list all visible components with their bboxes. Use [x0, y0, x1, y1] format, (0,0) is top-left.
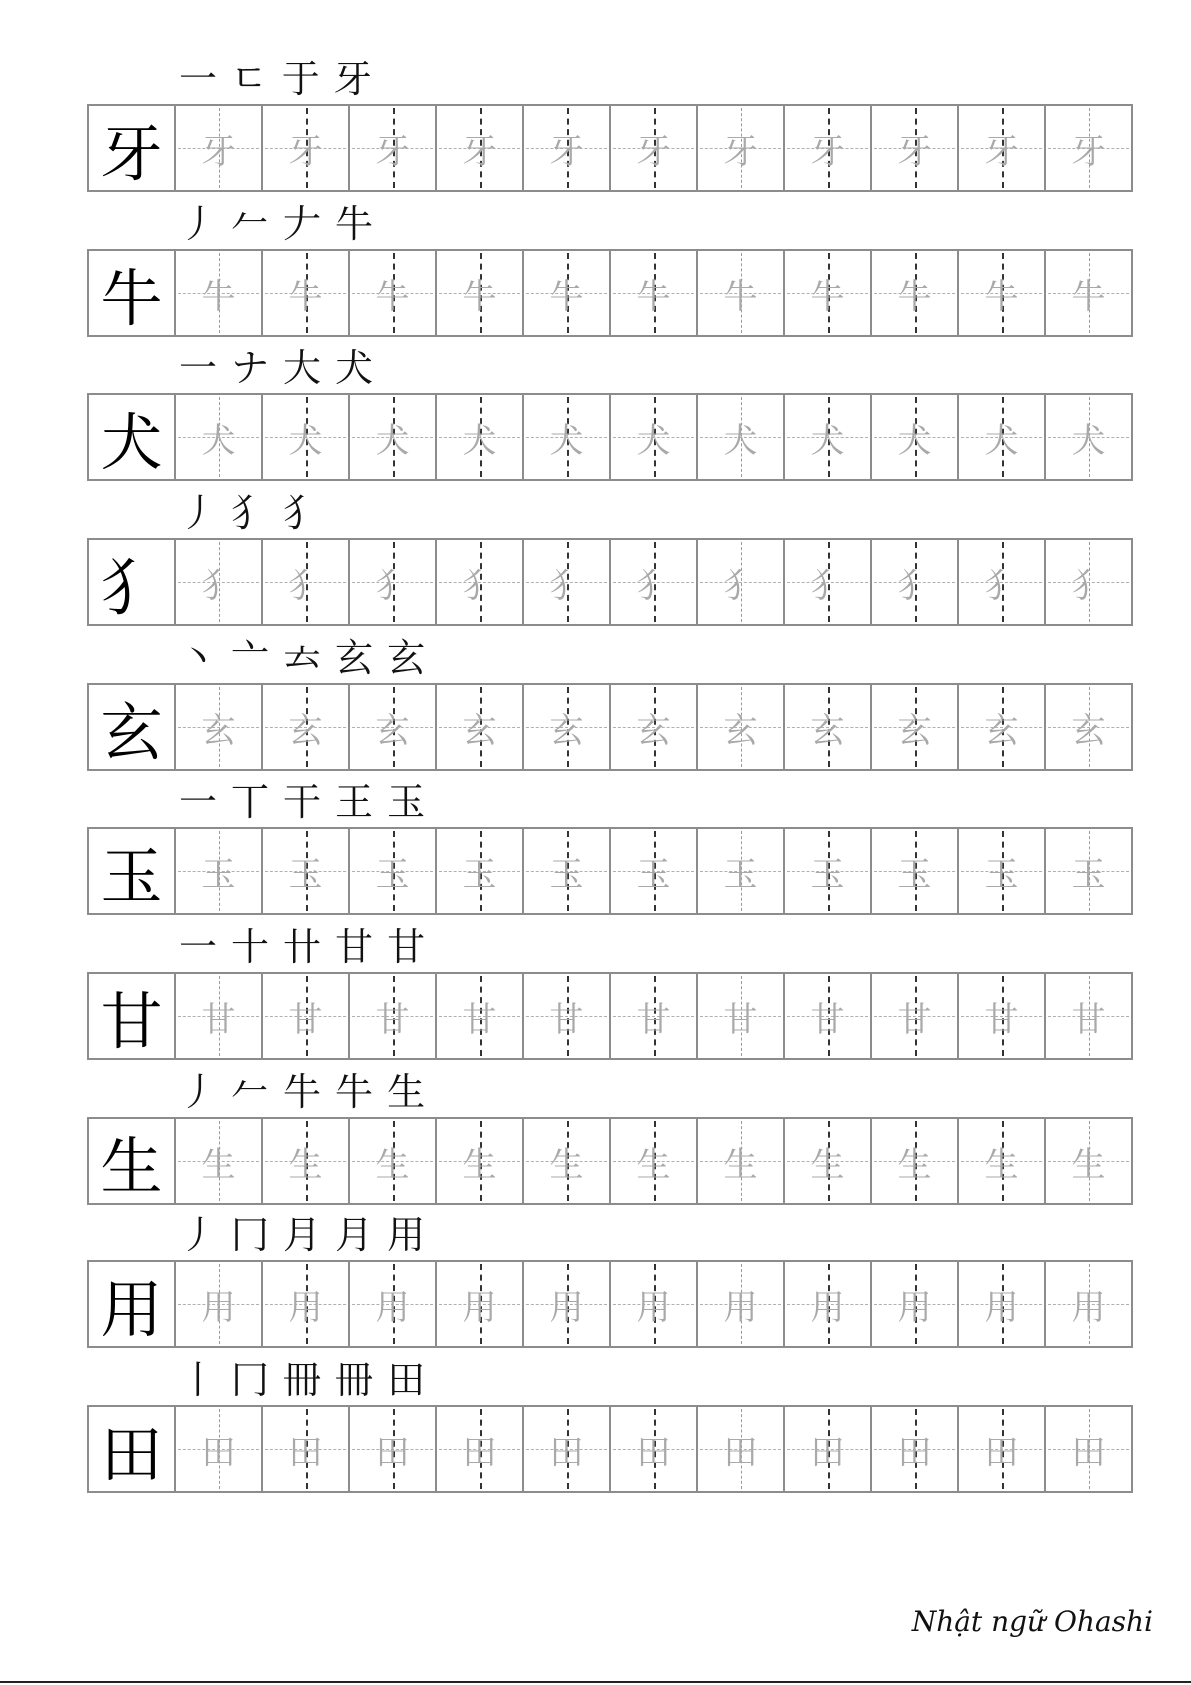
trace-character: 田: [549, 1432, 584, 1473]
stroke-step: 丿: [179, 1070, 218, 1114]
trace-character: 用: [462, 1287, 497, 1328]
stroke-order: [179, 46, 372, 101]
practice-cell[interactable]: [350, 829, 437, 913]
stroke-step: 于: [281, 57, 320, 101]
practice-cell[interactable]: [176, 829, 263, 913]
practice-cell[interactable]: [1046, 974, 1133, 1058]
practice-grid: [87, 393, 1133, 481]
practice-cell[interactable]: [524, 1119, 611, 1203]
stroke-step: 一: [179, 925, 218, 969]
practice-grid: [87, 104, 1133, 192]
practice-cell[interactable]: [437, 106, 524, 190]
stroke-step: 田: [387, 1358, 426, 1402]
trace-character: 甘: [288, 999, 323, 1040]
trace-character: 生: [288, 1144, 323, 1185]
trace-character: 生: [549, 1144, 584, 1185]
trace-character: 玄: [636, 710, 671, 751]
stroke-step: 月: [283, 1213, 322, 1257]
stroke-step: 一: [179, 780, 218, 824]
stroke-step: 甘: [335, 925, 374, 969]
practice-cell[interactable]: [176, 1407, 263, 1491]
trace-character: 牙: [375, 131, 410, 172]
practice-cell[interactable]: [959, 1407, 1046, 1491]
trace-character: 生: [1071, 1144, 1106, 1185]
stroke-step: 犭: [283, 491, 322, 535]
stroke-step: 犭: [231, 491, 270, 535]
trace-character: 牙: [897, 131, 932, 172]
practice-cell[interactable]: [350, 395, 437, 479]
model-character: 甘: [89, 974, 176, 1058]
trace-character: 牛: [462, 276, 497, 317]
trace-character: 犭: [723, 565, 758, 606]
practice-cell[interactable]: [350, 251, 437, 335]
trace-character: 犬: [897, 420, 932, 461]
practice-cell[interactable]: [437, 1407, 524, 1491]
practice-cell[interactable]: [263, 829, 350, 913]
stroke-order: [179, 914, 426, 969]
trace-character: 甘: [462, 999, 497, 1040]
trace-character: 甘: [375, 999, 410, 1040]
trace-character: 玉: [984, 854, 1019, 895]
practice-cell[interactable]: [872, 540, 959, 624]
trace-character: 牛: [549, 276, 584, 317]
trace-character: 犬: [984, 420, 1019, 461]
practice-cell[interactable]: [1046, 1407, 1133, 1491]
practice-cell[interactable]: [176, 1119, 263, 1203]
practice-cell[interactable]: [959, 685, 1046, 769]
practice-grid: [87, 1260, 1133, 1348]
stroke-step: 𠫓: [283, 636, 322, 680]
practice-cell[interactable]: [872, 685, 959, 769]
trace-character: 犬: [375, 420, 410, 461]
trace-character: 玉: [1071, 854, 1106, 895]
trace-character: 甘: [549, 999, 584, 1040]
trace-character: 犭: [375, 565, 410, 606]
practice-cell[interactable]: [959, 829, 1046, 913]
practice-cell[interactable]: [611, 540, 698, 624]
trace-character: 甘: [201, 999, 236, 1040]
trace-character: 玉: [549, 854, 584, 895]
stroke-step: 甘: [387, 925, 426, 969]
stroke-step: 十: [231, 925, 270, 969]
practice-cell[interactable]: [698, 540, 785, 624]
practice-cell[interactable]: [1046, 829, 1133, 913]
practice-cell[interactable]: [872, 1407, 959, 1491]
trace-character: 牛: [288, 276, 323, 317]
practice-cell[interactable]: [872, 106, 959, 190]
stroke-step: 干: [283, 780, 322, 824]
practice-cell[interactable]: [176, 106, 263, 190]
model-character: 犬: [89, 395, 176, 479]
stroke-step: 生: [387, 1070, 426, 1114]
trace-character: 犭: [897, 565, 932, 606]
trace-character: 用: [636, 1287, 671, 1328]
trace-character: 牙: [636, 131, 671, 172]
trace-character: 牛: [201, 276, 236, 317]
practice-cell[interactable]: [350, 1262, 437, 1346]
stroke-step: ナ: [231, 346, 270, 390]
trace-character: 用: [375, 1287, 410, 1328]
stroke-step: 王: [335, 780, 374, 824]
stroke-step: 丨: [179, 1358, 218, 1402]
stroke-step: 冊: [283, 1358, 322, 1402]
trace-character: 甘: [984, 999, 1019, 1040]
trace-character: 玉: [375, 854, 410, 895]
practice-cell[interactable]: [698, 685, 785, 769]
practice-cell[interactable]: [698, 1407, 785, 1491]
stroke-order: [179, 1202, 426, 1257]
trace-character: 用: [984, 1287, 1019, 1328]
stroke-order: [179, 480, 322, 535]
practice-cell[interactable]: [176, 395, 263, 479]
stroke-step: 卄: [283, 925, 322, 969]
practice-cell[interactable]: [959, 1119, 1046, 1203]
practice-cell[interactable]: [785, 974, 872, 1058]
practice-cell[interactable]: [698, 974, 785, 1058]
trace-character: 犬: [810, 420, 845, 461]
model-character: 用: [89, 1262, 176, 1346]
trace-character: 田: [897, 1432, 932, 1473]
trace-character: 玉: [810, 854, 845, 895]
stroke-step: 冊: [335, 1358, 374, 1402]
practice-cell[interactable]: [524, 395, 611, 479]
practice-cell[interactable]: [872, 395, 959, 479]
trace-character: 牛: [984, 276, 1019, 317]
trace-character: 犭: [1071, 565, 1106, 606]
practice-cell[interactable]: [611, 1119, 698, 1203]
practice-cell[interactable]: [1046, 251, 1133, 335]
trace-character: 生: [375, 1144, 410, 1185]
stroke-step: 𠂉: [231, 202, 270, 246]
stroke-step: 𠂉: [231, 1070, 270, 1114]
practice-cell[interactable]: [959, 540, 1046, 624]
practice-cell[interactable]: [263, 540, 350, 624]
trace-character: 玉: [288, 854, 323, 895]
stroke-step: 𠂇: [283, 202, 322, 246]
trace-character: 犬: [1071, 420, 1106, 461]
trace-character: 玄: [288, 710, 323, 751]
trace-character: 牙: [810, 131, 845, 172]
practice-cell[interactable]: [263, 251, 350, 335]
trace-character: 田: [462, 1432, 497, 1473]
trace-character: 玉: [897, 854, 932, 895]
trace-character: 甘: [810, 999, 845, 1040]
trace-character: 犬: [723, 420, 758, 461]
practice-cell[interactable]: [785, 829, 872, 913]
stroke-order: [179, 1059, 426, 1114]
trace-character: 牙: [462, 131, 497, 172]
practice-cell[interactable]: [263, 395, 350, 479]
practice-cell[interactable]: [1046, 1119, 1133, 1203]
trace-character: 牛: [897, 276, 932, 317]
trace-character: 生: [462, 1144, 497, 1185]
practice-cell[interactable]: [437, 685, 524, 769]
practice-cell[interactable]: [437, 829, 524, 913]
practice-cell[interactable]: [611, 974, 698, 1058]
trace-character: 生: [897, 1144, 932, 1185]
trace-character: 牙: [549, 131, 584, 172]
practice-cell[interactable]: [1046, 540, 1133, 624]
practice-cell[interactable]: [437, 1119, 524, 1203]
trace-character: 生: [201, 1144, 236, 1185]
practice-grid: [87, 1405, 1133, 1493]
trace-character: 牛: [375, 276, 410, 317]
trace-character: 生: [810, 1144, 845, 1185]
trace-character: 犬: [201, 420, 236, 461]
practice-cell[interactable]: [524, 251, 611, 335]
stroke-step: 玄: [387, 636, 426, 680]
practice-cell[interactable]: [959, 974, 1046, 1058]
stroke-order: [179, 335, 374, 390]
practice-cell[interactable]: [263, 1119, 350, 1203]
model-character: 牛: [89, 251, 176, 335]
trace-character: 玄: [1071, 710, 1106, 751]
stroke-step: 用: [387, 1213, 426, 1257]
practice-cell[interactable]: [959, 395, 1046, 479]
stroke-step: 大: [283, 346, 322, 390]
trace-character: 牛: [723, 276, 758, 317]
practice-cell[interactable]: [263, 1407, 350, 1491]
trace-character: 用: [288, 1287, 323, 1328]
practice-cell[interactable]: [263, 974, 350, 1058]
practice-cell[interactable]: [263, 106, 350, 190]
trace-character: 生: [636, 1144, 671, 1185]
practice-cell[interactable]: [785, 1262, 872, 1346]
practice-cell[interactable]: [611, 251, 698, 335]
practice-cell[interactable]: [872, 1262, 959, 1346]
trace-character: 田: [375, 1432, 410, 1473]
model-character: 田: [89, 1407, 176, 1491]
trace-character: 犬: [636, 420, 671, 461]
stroke-step: 牛: [335, 1070, 374, 1114]
stroke-step: 丶: [179, 636, 218, 680]
trace-character: 甘: [636, 999, 671, 1040]
practice-cell[interactable]: [959, 1262, 1046, 1346]
stroke-order: [179, 1347, 426, 1402]
practice-cell[interactable]: [524, 685, 611, 769]
trace-character: 牛: [810, 276, 845, 317]
practice-cell[interactable]: [1046, 395, 1133, 479]
trace-character: 玄: [549, 710, 584, 751]
trace-character: 玄: [810, 710, 845, 751]
practice-cell[interactable]: [263, 685, 350, 769]
practice-cell[interactable]: [437, 540, 524, 624]
trace-character: 牙: [723, 131, 758, 172]
trace-character: 犭: [549, 565, 584, 606]
trace-character: 玄: [462, 710, 497, 751]
trace-character: 犭: [984, 565, 1019, 606]
practice-cell[interactable]: [698, 1119, 785, 1203]
practice-cell[interactable]: [524, 540, 611, 624]
practice-cell[interactable]: [959, 106, 1046, 190]
stroke-step: 牛: [283, 1070, 322, 1114]
trace-character: 玄: [723, 710, 758, 751]
practice-cell[interactable]: [698, 1262, 785, 1346]
practice-cell[interactable]: [785, 685, 872, 769]
practice-cell[interactable]: [698, 829, 785, 913]
stroke-step: 玄: [335, 636, 374, 680]
practice-cell[interactable]: [437, 251, 524, 335]
stroke-order: [179, 769, 426, 824]
practice-cell[interactable]: [959, 251, 1046, 335]
model-character: 犭: [89, 540, 176, 624]
trace-character: 用: [201, 1287, 236, 1328]
stroke-step: 丿: [179, 202, 218, 246]
practice-cell[interactable]: [263, 1262, 350, 1346]
practice-cell[interactable]: [611, 106, 698, 190]
practice-cell[interactable]: [350, 974, 437, 1058]
watermark: Nhật ngữ Ohashi: [911, 1605, 1153, 1638]
model-character: 牙: [89, 106, 176, 190]
practice-cell[interactable]: [1046, 1262, 1133, 1346]
stroke-step: 月: [335, 1213, 374, 1257]
practice-cell[interactable]: [176, 1262, 263, 1346]
trace-character: 牙: [201, 131, 236, 172]
practice-cell[interactable]: [698, 106, 785, 190]
stroke-step: ㄷ: [231, 57, 268, 101]
practice-cell[interactable]: [872, 829, 959, 913]
model-character: 玄: [89, 685, 176, 769]
stroke-step: 丿: [179, 491, 218, 535]
trace-character: 田: [288, 1432, 323, 1473]
practice-cell[interactable]: [176, 685, 263, 769]
trace-character: 犭: [810, 565, 845, 606]
trace-character: 玉: [723, 854, 758, 895]
trace-character: 牙: [984, 131, 1019, 172]
practice-cell[interactable]: [176, 251, 263, 335]
practice-cell[interactable]: [524, 1407, 611, 1491]
practice-cell[interactable]: [611, 685, 698, 769]
practice-cell[interactable]: [698, 251, 785, 335]
practice-grid: [87, 972, 1133, 1060]
trace-character: 甘: [723, 999, 758, 1040]
practice-grid: [87, 827, 1133, 915]
practice-cell[interactable]: [437, 395, 524, 479]
practice-grid: [87, 538, 1133, 626]
trace-character: 玄: [897, 710, 932, 751]
trace-character: 用: [810, 1287, 845, 1328]
stroke-step: 冂: [231, 1213, 270, 1257]
model-character: 玉: [89, 829, 176, 913]
stroke-step: 丿: [179, 1213, 218, 1257]
trace-character: 牛: [1071, 276, 1106, 317]
practice-cell[interactable]: [611, 1262, 698, 1346]
practice-cell[interactable]: [350, 1407, 437, 1491]
practice-cell[interactable]: [872, 974, 959, 1058]
model-character: 生: [89, 1119, 176, 1203]
trace-character: 生: [984, 1144, 1019, 1185]
bottom-divider: [0, 1681, 1191, 1683]
stroke-step: 牙: [333, 57, 372, 101]
stroke-step: 亠: [231, 636, 270, 680]
trace-character: 甘: [1071, 999, 1106, 1040]
trace-character: 犭: [636, 565, 671, 606]
trace-character: 犭: [288, 565, 323, 606]
stroke-step: 玉: [387, 780, 426, 824]
trace-character: 田: [636, 1432, 671, 1473]
practice-cell[interactable]: [698, 395, 785, 479]
practice-cell[interactable]: [785, 251, 872, 335]
trace-character: 犬: [288, 420, 323, 461]
trace-character: 玉: [462, 854, 497, 895]
practice-grid: [87, 1117, 1133, 1205]
trace-character: 犬: [462, 420, 497, 461]
trace-character: 用: [897, 1287, 932, 1328]
practice-cell[interactable]: [437, 974, 524, 1058]
practice-cell[interactable]: [524, 974, 611, 1058]
practice-grid: [87, 683, 1133, 771]
trace-character: 犭: [462, 565, 497, 606]
trace-character: 牙: [1071, 131, 1106, 172]
trace-character: 田: [201, 1432, 236, 1473]
practice-cell[interactable]: [524, 106, 611, 190]
practice-cell[interactable]: [872, 1119, 959, 1203]
trace-character: 用: [549, 1287, 584, 1328]
practice-cell[interactable]: [176, 974, 263, 1058]
stroke-order: [179, 191, 374, 246]
practice-cell[interactable]: [1046, 685, 1133, 769]
stroke-step: 犬: [335, 346, 374, 390]
practice-cell[interactable]: [785, 540, 872, 624]
practice-cell[interactable]: [611, 395, 698, 479]
trace-character: 田: [723, 1432, 758, 1473]
practice-cell[interactable]: [437, 1262, 524, 1346]
practice-cell[interactable]: [524, 829, 611, 913]
practice-cell[interactable]: [785, 395, 872, 479]
stroke-step: 丅: [231, 780, 270, 824]
practice-cell[interactable]: [785, 1119, 872, 1203]
practice-cell[interactable]: [350, 1119, 437, 1203]
trace-character: 用: [723, 1287, 758, 1328]
practice-cell[interactable]: [350, 106, 437, 190]
practice-cell[interactable]: [1046, 106, 1133, 190]
trace-character: 田: [810, 1432, 845, 1473]
stroke-order: [179, 625, 426, 680]
practice-cell[interactable]: [785, 106, 872, 190]
trace-character: 牛: [636, 276, 671, 317]
trace-character: 玄: [375, 710, 410, 751]
practice-cell[interactable]: [176, 540, 263, 624]
trace-character: 生: [723, 1144, 758, 1185]
trace-character: 玄: [201, 710, 236, 751]
practice-cell[interactable]: [785, 1407, 872, 1491]
trace-character: 犬: [549, 420, 584, 461]
trace-character: 田: [984, 1432, 1019, 1473]
practice-cell[interactable]: [524, 1262, 611, 1346]
practice-cell[interactable]: [611, 829, 698, 913]
trace-character: 牙: [288, 131, 323, 172]
stroke-step: 一: [179, 346, 218, 390]
trace-character: 用: [1071, 1287, 1106, 1328]
stroke-step: 冂: [231, 1358, 270, 1402]
practice-cell[interactable]: [611, 1407, 698, 1491]
trace-character: 甘: [897, 999, 932, 1040]
stroke-step: 一: [179, 57, 218, 101]
practice-cell[interactable]: [350, 685, 437, 769]
trace-character: 玉: [636, 854, 671, 895]
trace-character: 田: [1071, 1432, 1106, 1473]
practice-cell[interactable]: [350, 540, 437, 624]
trace-character: 玉: [201, 854, 236, 895]
practice-grid: [87, 249, 1133, 337]
practice-cell[interactable]: [872, 251, 959, 335]
stroke-step: 牛: [335, 202, 374, 246]
trace-character: 犭: [201, 565, 236, 606]
trace-character: 玄: [984, 710, 1019, 751]
